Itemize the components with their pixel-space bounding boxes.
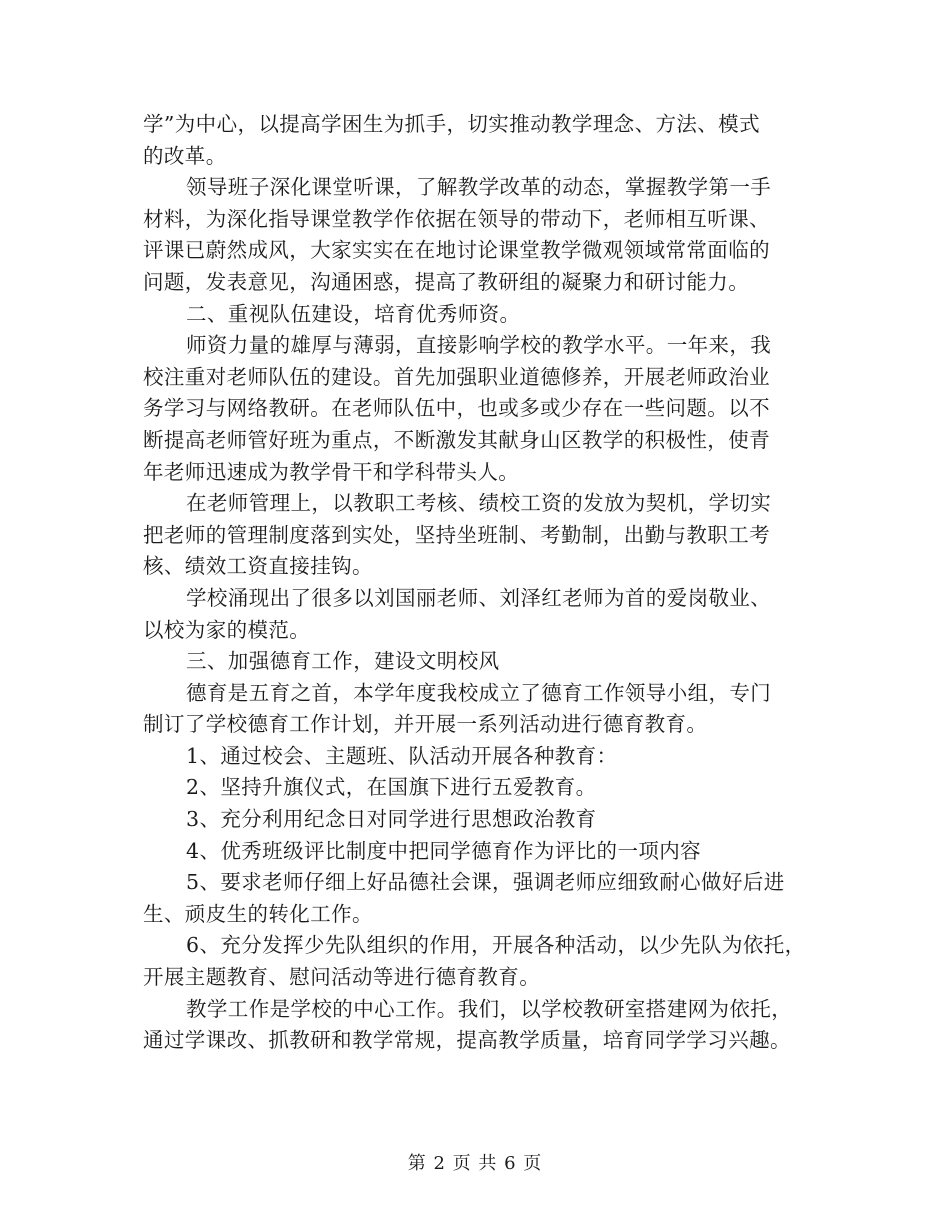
text-line: 年老师迅速成为教学骨干和学科带头人。	[143, 459, 520, 484]
text-line: 核、绩效工资直接挂钩。	[143, 554, 373, 579]
text-line: 材料，为深化指导课堂教学作依据在领导的带动下，老师相互听课、	[143, 206, 770, 231]
text-line: 校注重对老师队伍的建设。首先加强职业道德修养，开展老师政治业	[143, 364, 770, 389]
text-line: 德育是五育之首，本学年度我校成立了德育工作领导小组，专门	[186, 680, 772, 705]
section-heading: 二、重视队伍建设，培育优秀师资。	[186, 301, 521, 326]
list-item: 3、充分利用纪念日对同学进行思想政治教育	[186, 807, 597, 832]
list-item: 5、要求老师仔细上好品德社会课，强调老师应细致耐心做好后进	[186, 870, 785, 895]
text-line: 的改革。	[143, 143, 227, 168]
page-number: 第 2 页 共 6 页	[407, 1153, 543, 1174]
text-line: 开展主题教育、慰问活动等进行德育教育。	[143, 965, 541, 990]
text-line: 学”为中心，以提高学困生为抓手，切实推动教学理念、方法、模式	[143, 112, 760, 136]
text-line: 通过学课改、抓教研和教学常规，提高教学质量，培育同学学习兴趣。	[143, 1028, 791, 1053]
list-item: 6、充分发挥少先队组织的作用，开展各种活动，以少先队为依托，	[186, 933, 806, 958]
document-body	[143, 109, 823, 1057]
text-line: 务学习与网络教研。在老师队伍中，也或多或少存在一些问题。以不	[143, 396, 770, 421]
list-item: 1、通过校会、主题班、队活动开展各种教育：	[186, 743, 618, 768]
body-text	[143, 109, 823, 1057]
text-line: 制订了学校德育工作计划，并开展一系列活动进行德育教育。	[143, 712, 708, 737]
text-line: 评课已蔚然成风，大家实实在在地讨论课堂教学微观领域常常面临的	[143, 238, 770, 263]
text-line: 问题，发表意见，沟通困惑，提高了教研组的凝聚力和研讨能力。	[143, 269, 750, 294]
text-line: 学校涌现出了很多以刘国丽老师、刘泽红老师为首的爱岗敬业、	[186, 585, 772, 610]
list-item: 2、坚持升旗仪式，在国旗下进行五爱教育。	[186, 775, 597, 800]
text-line: 生、顽皮生的转化工作。	[143, 901, 373, 926]
text-line: 把老师的管理制度落到实处，坚持坐班制、考勤制，出勤与教职工考	[143, 522, 770, 547]
text-line: 在老师管理上，以教职工考核、绩校工资的发放为契机，学切实	[186, 491, 772, 516]
text-line: 断提高老师管好班为重点，不断激发其献身山区教学的积极性，使青	[143, 427, 770, 452]
section-heading: 三、加强德育工作，建设文明校风	[186, 649, 500, 674]
list-item: 4、优秀班级评比制度中把同学德育作为评比的一项内容	[186, 838, 702, 863]
text-line: 以校为家的模范。	[143, 617, 311, 642]
text-line: 师资力量的雄厚与薄弱，直接影响学校的教学水平。一年来，我	[186, 333, 772, 358]
text-line: 领导班子深化课堂听课，了解教学改革的动态，掌握教学第一手	[186, 175, 772, 200]
text-line: 教学工作是学校的中心工作。我们，以学校教研室搭建网为依托，	[186, 996, 793, 1021]
